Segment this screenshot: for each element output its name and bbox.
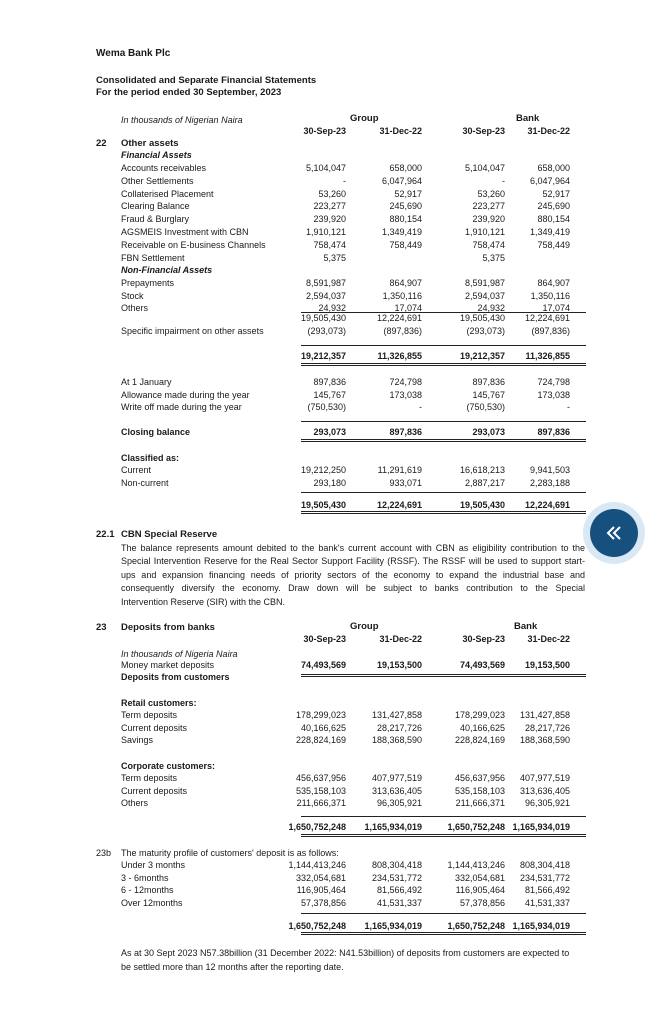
bank-header: Bank — [516, 113, 540, 124]
divider — [301, 913, 586, 914]
double-chevron-left-icon — [603, 522, 625, 544]
cell-value: 41,531,337 — [524, 897, 570, 908]
cell-value: 239,920 — [472, 214, 505, 225]
corporate-heading: Corporate customers: — [121, 761, 216, 771]
bank-header: Bank — [514, 621, 538, 632]
total-value: 1,650,752,248 — [288, 921, 346, 931]
cell-value: 178,299,023 — [295, 710, 346, 720]
cell-value: - — [567, 402, 570, 412]
total-value: 1,650,752,248 — [288, 822, 346, 832]
cell-value: 228,824,169 — [454, 735, 505, 745]
cell-value: 245,690 — [389, 201, 422, 212]
col-date-1: 30-Sep-23 — [303, 126, 346, 136]
cell-value: 24,932 — [477, 303, 505, 313]
cell-value: - — [502, 175, 505, 186]
cbn-section-number: 22.1 — [96, 529, 115, 540]
cell-value: 724,798 — [537, 377, 570, 387]
cell-value: 11,291,619 — [377, 465, 422, 475]
divider — [301, 441, 586, 442]
cell-value: 1,349,419 — [529, 227, 570, 237]
cell-value: - — [419, 402, 422, 412]
cell-value: 407,977,519 — [519, 773, 570, 783]
cell-value: 897,836 — [472, 377, 505, 387]
section-title: Other assets — [121, 138, 179, 149]
cell-value: 40,166,625 — [459, 722, 505, 733]
cell-value: 293,180 — [313, 478, 346, 488]
row-label: Allowance made during the year — [121, 389, 250, 400]
divider — [301, 513, 586, 514]
cell-value: 211,666,371 — [296, 798, 346, 808]
cell-value: 1,910,121 — [464, 227, 505, 237]
total-value: 19,212,357 — [459, 351, 505, 361]
cell-value: 1,910,121 — [305, 227, 346, 237]
total-value: 19,505,430 — [300, 500, 346, 510]
total-value: 19,505,430 — [300, 313, 346, 323]
group-header: Group — [350, 113, 379, 124]
cell-value: - — [343, 175, 346, 186]
units-label: In thousands of Nigeria Naira — [121, 649, 238, 659]
cell-value: 313,636,405 — [371, 785, 422, 796]
financial-assets-heading: Financial Assets — [121, 150, 192, 160]
total-value: 12,224,691 — [376, 500, 422, 510]
divider — [301, 345, 586, 346]
maturity-intro: The maturity profile of customers' deposit is as follows: — [121, 848, 339, 858]
row-label: Over 12months — [121, 897, 183, 908]
cell-value: 658,000 — [389, 163, 422, 173]
divider — [301, 421, 586, 422]
divider — [301, 492, 586, 493]
classified-heading: Classified as: — [121, 453, 180, 463]
cell-value: 53,260 — [477, 188, 505, 199]
cell-value: 245,690 — [537, 201, 570, 212]
total-value: 897,836 — [537, 427, 570, 437]
cell-value: 724,798 — [389, 377, 422, 387]
divider — [301, 363, 586, 364]
cell-value: 131,427,858 — [371, 710, 422, 720]
cell-value: 223,277 — [313, 201, 346, 212]
cell-value: 173,038 — [537, 389, 570, 400]
cell-value: 52,917 — [394, 188, 422, 199]
cell-value: 19,212,250 — [300, 465, 346, 475]
cell-value: 456,637,956 — [295, 773, 346, 783]
cell-value: 2,594,037 — [464, 290, 505, 301]
total-value: 12,224,691 — [524, 500, 570, 510]
divider — [301, 836, 586, 837]
cell-value: 223,277 — [472, 201, 505, 212]
total-value: 74,493,569 — [300, 660, 346, 670]
row-label: Current — [121, 465, 152, 475]
total-value: 293,073 — [472, 427, 505, 437]
cell-value: 178,299,023 — [454, 710, 505, 720]
deposits-section-title: Deposits from banks — [121, 622, 215, 633]
deposits-section-number: 23 — [96, 622, 107, 633]
cell-value: 6,047,964 — [381, 175, 422, 186]
cell-value: 57,378,856 — [459, 897, 505, 908]
cell-value: 17,074 — [542, 303, 570, 313]
cell-value: 9,941,503 — [529, 465, 570, 475]
cell-value: 880,154 — [389, 214, 422, 225]
cell-value: 1,349,419 — [381, 227, 422, 237]
paragraph-line: The balance represents amount debited to the bank's current account with CBN as eligibility contribution to the — [121, 543, 585, 553]
maturity-note-line2: be settled more than 12 months after the reporting date. — [121, 962, 344, 972]
cell-value: 53,260 — [318, 188, 346, 199]
row-label: Accounts receivables — [121, 163, 207, 173]
cell-value: (750,530) — [307, 402, 346, 412]
row-label: Fraud & Burglary — [121, 214, 190, 225]
row-label: Non-current — [121, 478, 169, 488]
divider — [301, 932, 586, 933]
cell-value: 96,305,921 — [524, 798, 570, 808]
cell-value: 16,618,213 — [459, 465, 505, 475]
cell-value: 28,217,726 — [376, 722, 422, 733]
maturity-number: 23b — [96, 848, 112, 858]
total-value: (293,073) — [307, 326, 346, 336]
total-value: 19,212,357 — [300, 351, 346, 361]
cell-value: 758,474 — [472, 239, 505, 250]
divider — [301, 834, 586, 835]
cell-value: 5,104,047 — [464, 163, 505, 173]
cell-value: 313,636,405 — [519, 785, 570, 796]
cell-value: 81,566,492 — [376, 885, 422, 895]
total-value: 1,650,752,248 — [447, 921, 505, 931]
col-date-2: 31-Dec-22 — [379, 634, 422, 644]
cell-value: 658,000 — [537, 163, 570, 173]
divider — [301, 934, 586, 935]
divider — [301, 511, 586, 512]
total-value: 19,505,430 — [459, 313, 505, 323]
total-value: 1,165,934,019 — [512, 822, 570, 832]
col-date-1: 30-Sep-23 — [303, 634, 346, 644]
divider — [301, 816, 586, 817]
col-date-4: 31-Dec-22 — [527, 634, 570, 644]
cell-value: 52,917 — [542, 188, 570, 199]
cell-value: 864,907 — [537, 278, 570, 288]
cell-value: 28,217,726 — [524, 722, 570, 733]
cell-value: 5,104,047 — [305, 163, 346, 173]
cell-value: 1,144,413,246 — [288, 860, 346, 870]
cell-value: 1,144,413,246 — [447, 860, 505, 870]
cell-value: 234,531,772 — [519, 872, 570, 883]
section-number: 22 — [96, 138, 107, 149]
cell-value: 897,836 — [313, 377, 346, 387]
cell-value: 2,283,188 — [529, 478, 570, 488]
cell-value: 188,368,590 — [519, 735, 570, 745]
customers-heading: Deposits from customers — [121, 672, 230, 682]
row-label: FBN Settlement — [121, 252, 185, 263]
cell-value: 6,047,964 — [529, 175, 570, 186]
cell-value: 41,531,337 — [376, 897, 422, 908]
nonfinancial-assets-heading: Non-Financial Assets — [121, 265, 213, 275]
cell-value: 5,375 — [482, 252, 505, 263]
cell-value: 131,427,858 — [519, 710, 570, 720]
col-date-2: 31-Dec-22 — [379, 126, 422, 136]
closing-balance-label: Closing balance — [121, 427, 191, 437]
cell-value: 2,594,037 — [305, 290, 346, 301]
row-label: 6 - 12months — [121, 885, 174, 895]
group-header: Group — [350, 621, 379, 632]
row-label: Term deposits — [121, 710, 178, 720]
row-label: Stock — [121, 290, 144, 301]
row-label: Clearing Balance — [121, 201, 190, 212]
cell-value: 864,907 — [389, 278, 422, 288]
cell-value: 145,767 — [313, 389, 346, 400]
paragraph-line: ups and expansion financing needs of priority sectors of the economy to expand the industrial base and — [121, 569, 585, 580]
row-label: Receivable on E-business Channels — [121, 239, 266, 250]
retail-heading: Retail customers: — [121, 698, 197, 708]
total-value: 293,073 — [313, 427, 346, 437]
total-value: 11,326,855 — [525, 351, 570, 361]
cell-value: 535,158,103 — [295, 785, 346, 796]
units-label: In thousands of Nigerian Naira — [121, 115, 243, 125]
cell-value: 40,166,625 — [300, 722, 346, 733]
col-date-3: 30-Sep-23 — [462, 634, 505, 644]
row-label: Under 3 months — [121, 860, 186, 870]
paragraph-line: consequently diversify the economy. Draw down will be subject to banks contribution to the Special — [121, 583, 585, 594]
cell-value: 17,074 — [394, 303, 422, 313]
cell-value: 228,824,169 — [295, 735, 346, 745]
cell-value: 2,887,217 — [464, 478, 505, 488]
divider — [301, 676, 586, 677]
cbn-paragraph — [121, 542, 585, 609]
row-label: At 1 January — [121, 377, 172, 387]
cell-value: (750,530) — [466, 402, 505, 412]
cell-value: 116,905,464 — [455, 885, 505, 895]
total-value: 19,505,430 — [459, 500, 505, 510]
total-value: (897,836) — [531, 326, 570, 336]
cell-value: 758,449 — [537, 239, 570, 250]
col-date-4: 31-Dec-22 — [527, 126, 570, 136]
cell-value: 332,054,681 — [295, 872, 346, 883]
total-value: 1,165,934,019 — [364, 921, 422, 931]
row-label: Others — [121, 303, 149, 313]
total-value: 1,650,752,248 — [447, 822, 505, 832]
total-value: (293,073) — [466, 326, 505, 336]
cell-value: 880,154 — [537, 214, 570, 225]
total-value: 1,165,934,019 — [512, 921, 570, 931]
statement-period: For the period ended 30 September, 2023 — [96, 87, 282, 98]
total-value: 11,326,855 — [377, 351, 422, 361]
divider — [301, 439, 586, 440]
cell-value: 211,666,371 — [455, 798, 505, 808]
cell-value: 808,304,418 — [519, 860, 570, 870]
paragraph-line: Special Intervention Reserve for the Real Sector Support Facility (RSSF). The RSSF will be used to support start- — [121, 556, 585, 567]
divider — [301, 365, 586, 366]
cell-value: 933,071 — [389, 478, 422, 488]
cell-value: 332,054,681 — [454, 872, 505, 883]
cell-value: 758,449 — [389, 239, 422, 250]
maturity-note-line1: As at 30 Sept 2023 N57.38billion (31 December 2022: N41.53billion) of deposits from customers are expected to — [121, 948, 570, 958]
row-label: 3 - 6months — [121, 872, 169, 883]
cell-value: 173,038 — [389, 389, 422, 400]
cell-value: 758,474 — [313, 239, 346, 250]
cbn-section-title: CBN Special Reserve — [121, 529, 218, 540]
cell-value: 239,920 — [313, 214, 346, 225]
total-value: 19,153,500 — [524, 660, 570, 670]
row-label: Term deposits — [121, 773, 178, 783]
row-label: Prepayments — [121, 278, 175, 288]
cell-value: 535,158,103 — [454, 785, 505, 796]
row-label: Current deposits — [121, 785, 188, 796]
impairment-label: Specific impairment on other assets — [121, 326, 264, 336]
total-value: (897,836) — [383, 326, 422, 336]
button-inner[interactable] — [590, 509, 638, 557]
row-label: Others — [121, 798, 149, 808]
cell-value: 188,368,590 — [371, 735, 422, 745]
col-date-3: 30-Sep-23 — [462, 126, 505, 136]
cell-value: 116,905,464 — [296, 885, 346, 895]
total-value: 897,836 — [389, 427, 422, 437]
total-value: 12,224,691 — [524, 313, 570, 323]
row-label: Other Settlements — [121, 175, 194, 186]
cell-value: 1,350,116 — [382, 290, 422, 301]
statement-title: Consolidated and Separate Financial Statements — [96, 75, 317, 86]
cell-value: 1,350,116 — [530, 290, 570, 301]
cell-value: 8,591,987 — [464, 278, 505, 288]
cell-value: 24,932 — [318, 303, 346, 313]
cell-value: 5,375 — [323, 252, 346, 263]
collapse-panel-button[interactable] — [583, 502, 645, 564]
row-label: Savings — [121, 735, 154, 745]
total-value: 1,165,934,019 — [364, 822, 422, 832]
row-label: Collaterised Placement — [121, 188, 214, 199]
cell-value: 57,378,856 — [300, 897, 346, 908]
total-value: 12,224,691 — [376, 313, 422, 323]
cell-value: 234,531,772 — [371, 872, 422, 883]
cell-value: 81,566,492 — [524, 885, 570, 895]
total-value: 74,493,569 — [459, 660, 505, 670]
cell-value: 808,304,418 — [371, 860, 422, 870]
cell-value: 456,637,956 — [454, 773, 505, 783]
cell-value: 407,977,519 — [371, 773, 422, 783]
paragraph-line: Intervention Reserve (SIR) with the CBN. — [121, 596, 286, 607]
money-market-label: Money market deposits — [121, 660, 215, 670]
cell-value: 8,591,987 — [305, 278, 346, 288]
cell-value: 145,767 — [472, 389, 505, 400]
row-label: Write off made during the year — [121, 402, 242, 412]
cell-value: 96,305,921 — [376, 798, 422, 808]
row-label: AGSMEIS Investment with CBN — [121, 227, 249, 237]
total-value: 19,153,500 — [376, 660, 422, 670]
company-name: Wema Bank Plc — [96, 48, 171, 59]
divider — [301, 674, 586, 675]
row-label: Current deposits — [121, 722, 188, 733]
